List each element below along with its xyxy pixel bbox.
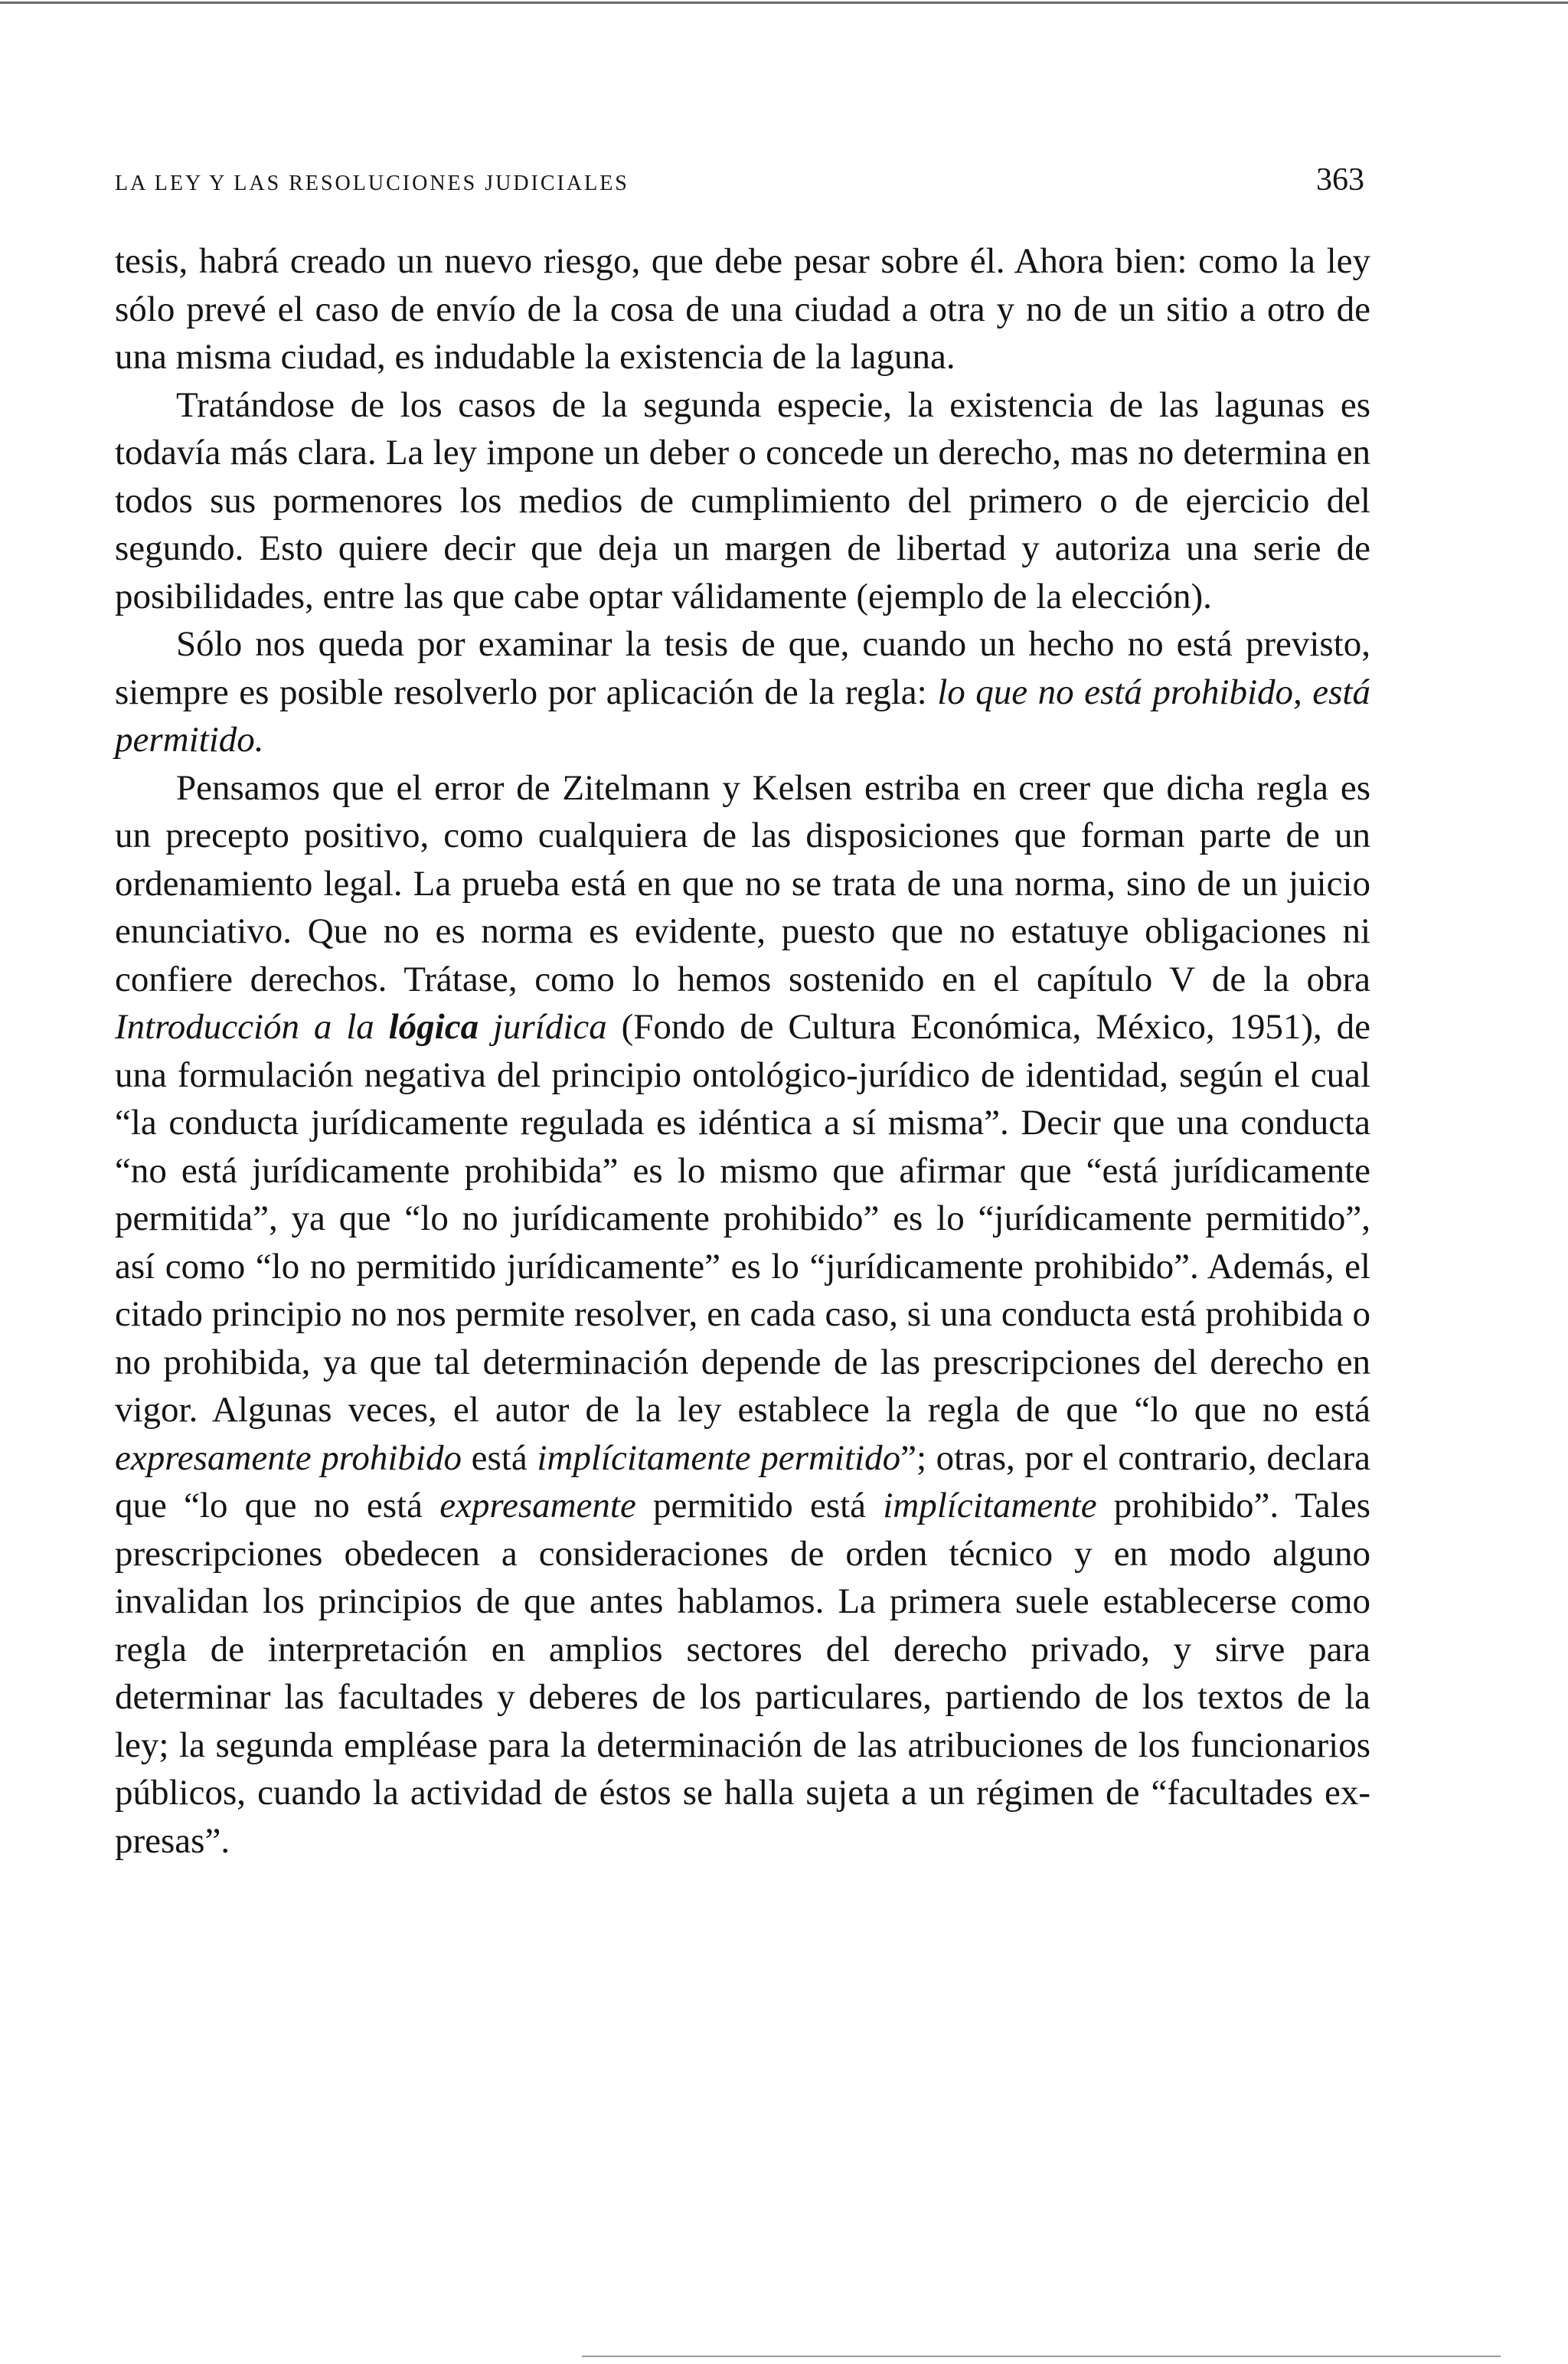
- italic-term: implícitamente: [883, 1486, 1097, 1525]
- italic-term: implícitamente permitido: [537, 1437, 901, 1478]
- book-title-part: Introducción a la: [115, 1007, 389, 1047]
- running-head: [115, 146, 1370, 207]
- bottom-scan-border: [582, 2356, 1501, 2357]
- page-number: 363: [1316, 162, 1364, 198]
- paragraph-1: [115, 237, 1370, 381]
- text-segment: está: [461, 1437, 537, 1478]
- paragraph-2: [115, 381, 1370, 621]
- text-segment: Tratándose de los casos de la segunda especie, la existencia de las lagunas es todavía más clara. La ley impone un deber o concede un derecho, mas no determina en todos sus pormenores los medios de cumplimiento del primero o de ejercicio del segundo. Esto quiere decir que deja un margen de libertad y autoriza una serie de posibilidades, entre las que cabe optar válidamente (ejemplo de la elección).: [115, 384, 1370, 616]
- text-segment: (Fondo de Cultura Económica, México, 1951), de una formulación negativa del principio ontológico-jurídico de identidad, según el cual “la conducta jurídicamente regulada es idéntica a sí misma”. Decir que una conducta “no está jurídicamente prohibida” es lo mismo que afirmar que “está jurídicamente permitida”, ya que “lo no jurídicamente prohibido” es lo “jurídicamente permitido”, así como “lo no permitido jurídicamente” es lo “jurídicamente prohibido”. Además, el citado principio no nos permite resolver, en cada caso, si una conducta está prohibida o no prohibida, ya que tal determinación depende de las prescripciones del derecho en vigor. Algunas veces, el autor de la ley establece la regla de que “lo que no está: [115, 1007, 1371, 1430]
- italic-term: expresamente prohibido: [115, 1437, 462, 1478]
- text-segment: tesis, habrá creado un nuevo riesgo, que debe pesar sobre él. Ahora bien: como la ley sólo prevé el caso de envío de la cosa de una ciudad a otra y no de un sitio a otro de una misma ciudad, es indudable la existencia de la laguna.: [115, 241, 1370, 377]
- italic-term: expresamente: [439, 1486, 636, 1525]
- book-page: [115, 146, 1370, 1865]
- text-segment: Sólo nos queda por examinar la tesis de que, cuando un hecho no está previsto, siempre es posible resolverlo por aplicación de la regla:: [115, 624, 1370, 712]
- top-scan-border: [0, 2, 1568, 4]
- paragraph-4: [115, 764, 1370, 1865]
- book-title-part: jurídica: [479, 1007, 607, 1047]
- text-segment: Pensamos que el error de Zitelmann y Kelsen estriba en creer que dicha regla es un precepto positivo, como cualquiera de las disposiciones que forman parte de un ordenamiento legal. La prueba está en que no se trata de una norma, sino de un juicio enunciativo. Que no es norma es evidente, puesto que no estatuye obligaciones ni confiere derechos. Trátase, como lo hemos sostenido en el capítulo V de la obra: [115, 767, 1370, 999]
- italic-rule: lo que no está prohibido, está permitido.: [115, 672, 1370, 760]
- body-text: [115, 237, 1370, 1865]
- paragraph-3: [115, 620, 1370, 764]
- text-segment: permitido está: [635, 1486, 884, 1525]
- running-title: LA LEY Y LAS RESOLUCIONES JUDICIALES: [115, 172, 629, 195]
- text-segment: ”; otras, por el contrario, declara que “lo que no está: [115, 1437, 1370, 1525]
- text-segment: prohibido”. Tales prescripciones obedecen a consideraciones de orden técnico y en modo alguno invalidan los principios de que antes hablamos. La primera suele establecerse como regla de interpretación en amplios sectores del derecho privado, y sirve para determinar las facultades y deberes de los particulares, partiendo de los textos de la ley; la segunda empléase para la determinación de las atribuciones de los funcionarios públicos, cuando la actividad de éstos se halla sujeta a un régimen de “facultades expresas”.: [115, 1486, 1370, 1861]
- book-title-bold-word: lógica: [388, 1007, 479, 1047]
